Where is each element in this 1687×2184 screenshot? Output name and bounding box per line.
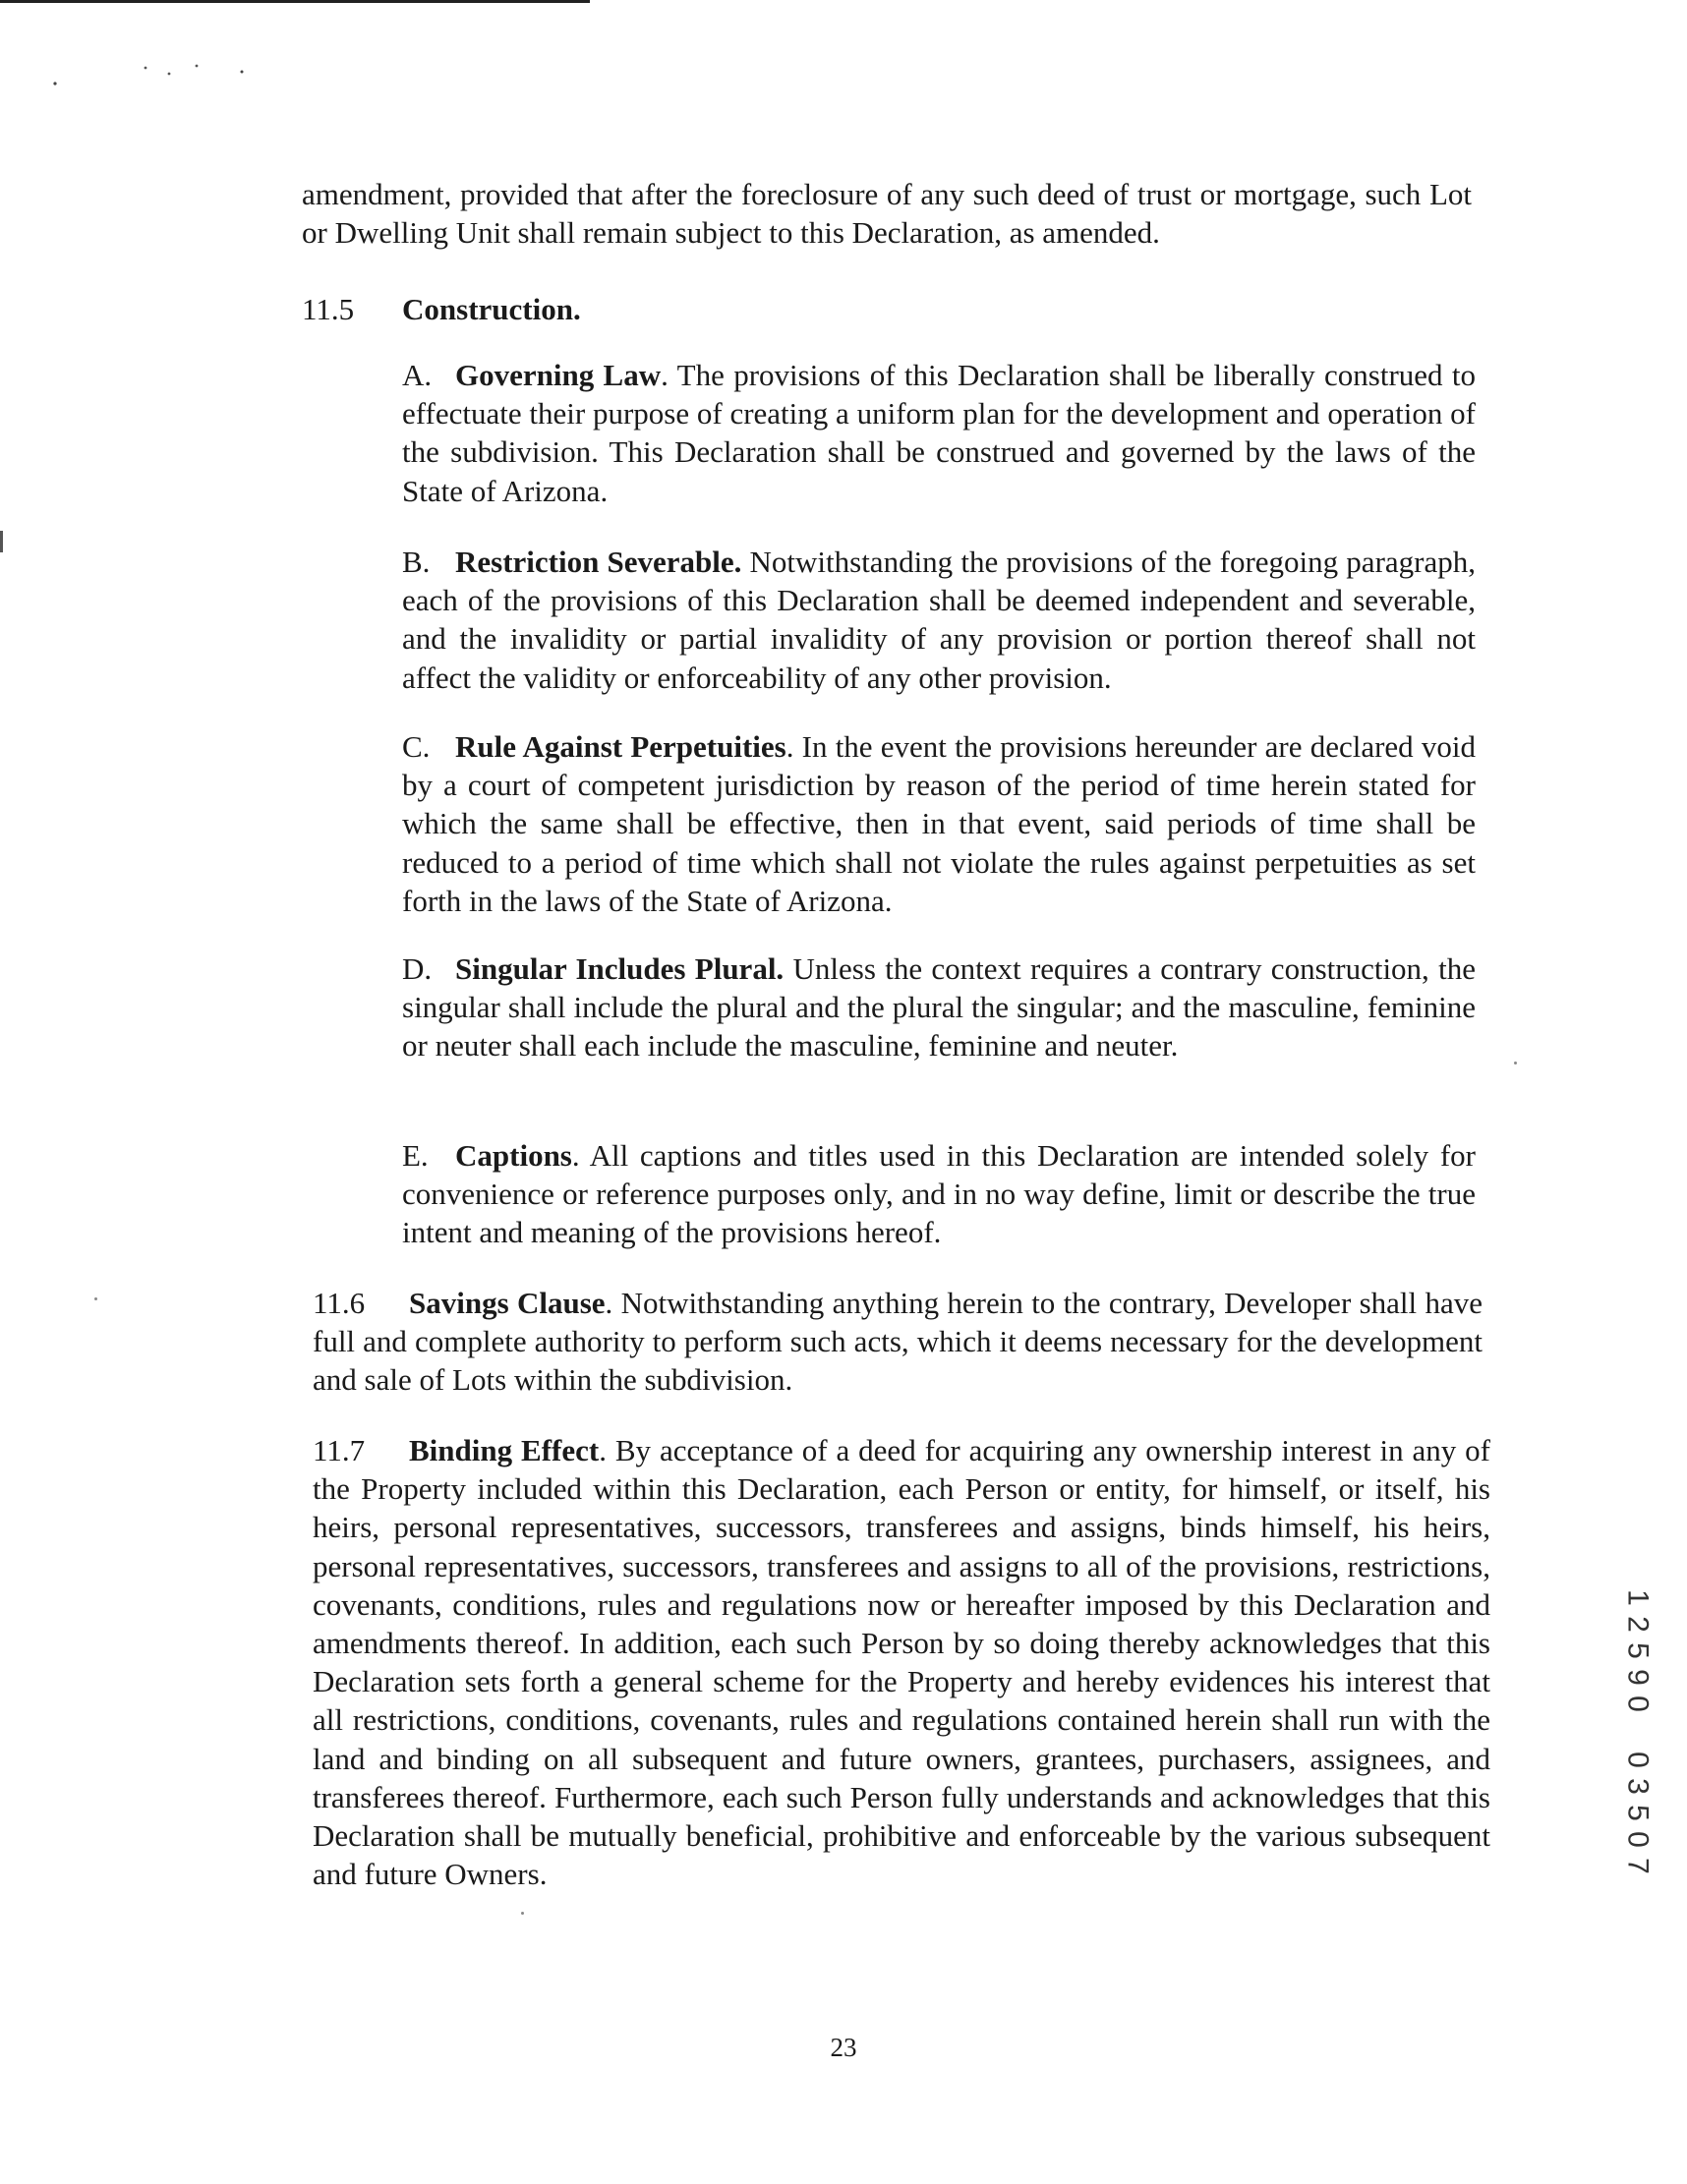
stamp-group-2 [1620,1747,1656,1879]
section-number: 11.5 [302,292,355,326]
section-number: 11.7 [313,1433,366,1467]
subsection-title: Rule Against Perpetuities [455,729,786,764]
section-title: Savings Clause [409,1286,606,1320]
subsection-title: Restriction Severable. [455,545,742,579]
section-heading-11-5 [302,290,892,328]
subsection-letter: D. [402,951,433,986]
subsection-letter: A. [402,358,433,392]
subsection-title: Governing Law [455,358,662,392]
section-title: Construction. [402,292,581,326]
subsection-e [402,1136,1476,1252]
subsection-text: Unless the context requires a contrary construction, the singular shall include the plural and the plural the singular; and the masculine, feminine or neuter shall each include the masculine, feminine and neuter. [402,951,1476,1063]
subsection-text: Notwithstanding the provisions of the foregoing paragraph, each of the provisions of this Declaration shall be deemed independent and severable, and the invalidity or partial invalidity of any provision or portion thereof shall not affect the validity or enforceability of any other provision. [402,545,1476,695]
subsection-letter: E. [402,1138,429,1173]
section-11-7 [313,1431,1490,1893]
stamp-digit: 0 [1621,1831,1655,1848]
subsection-text: . All captions and titles used in this Declaration are intended solely for convenience or reference purposes only, and in no way define, limit or describe the true intent and meaning of the provisions hereof. [402,1138,1476,1250]
recording-stamp [1620,1584,1656,1879]
stamp-digit: 0 [1621,1752,1655,1768]
stamp-digit: 2 [1621,1616,1655,1633]
stamp-digit: 5 [1621,1642,1655,1659]
scan-dot [521,1912,524,1915]
stamp-digit: 0 [1621,1695,1655,1712]
stamp-digit: 7 [1621,1858,1655,1874]
stamp-digit: 5 [1621,1805,1655,1821]
section-11-6 [313,1284,1483,1400]
section-number: 11.6 [313,1286,366,1320]
stamp-digit: 9 [1621,1669,1655,1686]
scan-edge-line [0,0,590,3]
subsection-title: Captions [455,1138,572,1173]
stamp-digit: 1 [1621,1589,1655,1606]
section-text: . Notwithstanding anything herein to the contrary, Developer shall have full and complete authority to perform such acts, which it deems necessary for the development and sale of Lots within the subdivision. [313,1286,1483,1398]
stamp-group-1 [1620,1584,1656,1717]
subsection-text: . In the event the provisions hereunder are declared void by a court of competent jurisdiction by reason of the period of time herein stated for which the same shall be effective, then in that event, said periods of time shall be reduced to a period of time which shall not violate the rules against perpetuities as set forth in the laws of the State of Arizona. [402,729,1476,918]
continuation-paragraph: amendment, provided that after the foreclosure of any such deed of trust or mortgage, such Lot or Dwelling Unit shall remain subject to this Declaration, as amended. [302,177,1472,251]
subsection-letter: C. [402,729,431,764]
scan-margin-mark [0,531,3,552]
scan-specks [49,54,265,93]
subsection-d [402,949,1476,1065]
section-title: Binding Effect [409,1433,600,1467]
scan-dot [1514,1062,1517,1064]
section-text: . By acceptance of a deed for acquiring any ownership interest in any of the Property included within this Declaration, each Person or entity, for himself, or itself, his heirs, personal representatives, successors, transferees and assigns, binds himself, his heirs, personal representatives, successors, transferees and assigns to all of the provisions, restrictions, covenants, conditions, rules and regulations now or hereafter imposed by this Declaration and amendments thereof. In addition, each such Person by so doing thereby acknowledges that this Declaration sets forth a general scheme for the Property and hereby evidences his interest that all restrictions, conditions, covenants, rules and regulations contained herein shall run with the land and binding on all subsequent and future owners, grantees, purchasers, assignees, and transferees thereof. Furthermore, each such Person fully understands and acknowledges that this Declaration shall be mutually beneficial, prohibitive and enforceable by the various subsequent and future Owners. [313,1433,1490,1892]
stamp-digit: 3 [1621,1778,1655,1795]
subsection-letter: B. [402,545,431,579]
subsection-a [402,356,1476,510]
page-number: 23 [830,2033,857,2062]
subsection-title: Singular Includes Plural. [455,951,785,986]
subsection-c [402,727,1476,920]
subsection-b [402,543,1476,697]
scan-dot [94,1297,97,1300]
subsection-text: . The provisions of this Declaration shall be liberally construed to effectuate their purpose of creating a uniform plan for the development and operation of the subdivision. This Declaration shall be construed and governed by the laws of the State of Arizona. [402,358,1477,508]
